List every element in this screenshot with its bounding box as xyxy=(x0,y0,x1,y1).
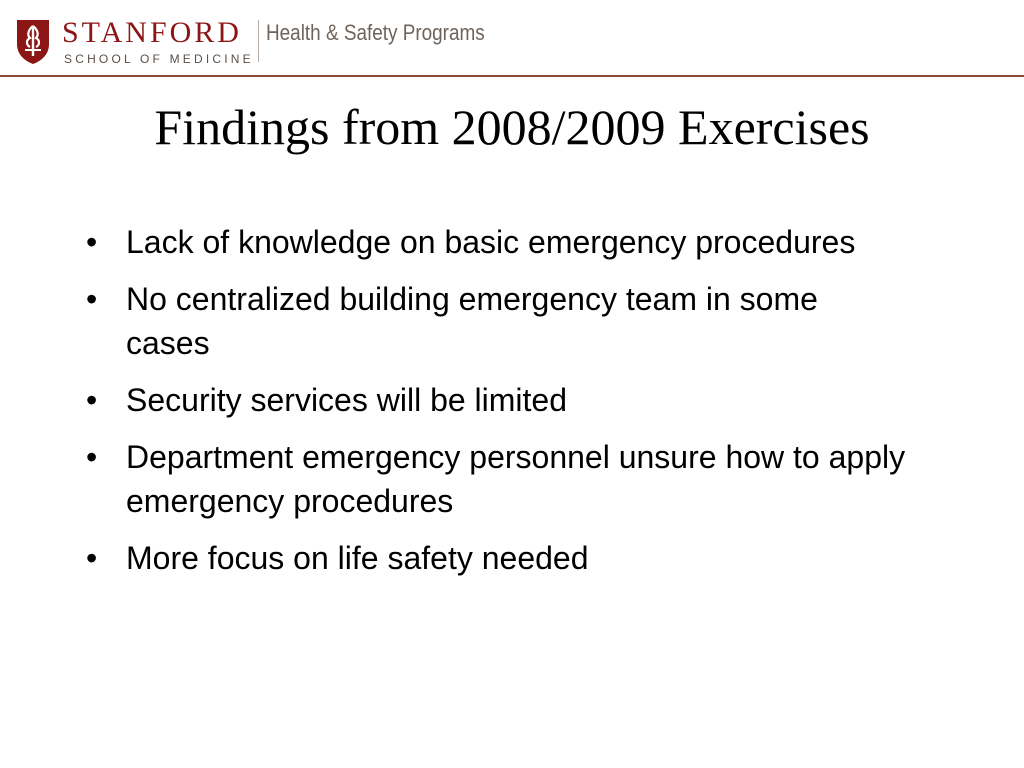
bullet-text: More focus on life safety needed xyxy=(126,540,589,576)
slide-header xyxy=(0,0,1024,76)
bullet-item xyxy=(86,536,906,580)
bullet-text: Lack of knowledge on basic emergency procedures xyxy=(126,224,856,260)
bullet-list xyxy=(86,220,906,593)
bullet-item xyxy=(86,277,906,365)
bullet-marker: • xyxy=(86,224,98,260)
brand-wordmark: STANFORD xyxy=(62,16,242,49)
header-divider xyxy=(258,20,259,62)
stanford-tree-shield-icon xyxy=(15,18,51,65)
bullet-text: No centralized building emergency team in some cases xyxy=(126,281,818,361)
bullet-item xyxy=(86,435,906,523)
bullet-text: Security services will be limited xyxy=(126,382,568,418)
bullet-item xyxy=(86,220,906,264)
brand-subtitle: SCHOOL OF MEDICINE xyxy=(64,52,254,66)
bullet-marker: • xyxy=(86,439,98,475)
bullet-text: Department emergency personnel unsure how to apply emergency procedures xyxy=(126,439,906,519)
header-rule xyxy=(0,75,1024,77)
program-name: Health & Safety Programs xyxy=(266,20,485,45)
bullet-marker: • xyxy=(86,382,98,418)
bullet-marker: • xyxy=(86,540,98,576)
bullet-marker: • xyxy=(86,281,98,317)
slide-title: Findings from 2008/2009 Exercises xyxy=(154,99,870,155)
bullet-item xyxy=(86,378,906,422)
